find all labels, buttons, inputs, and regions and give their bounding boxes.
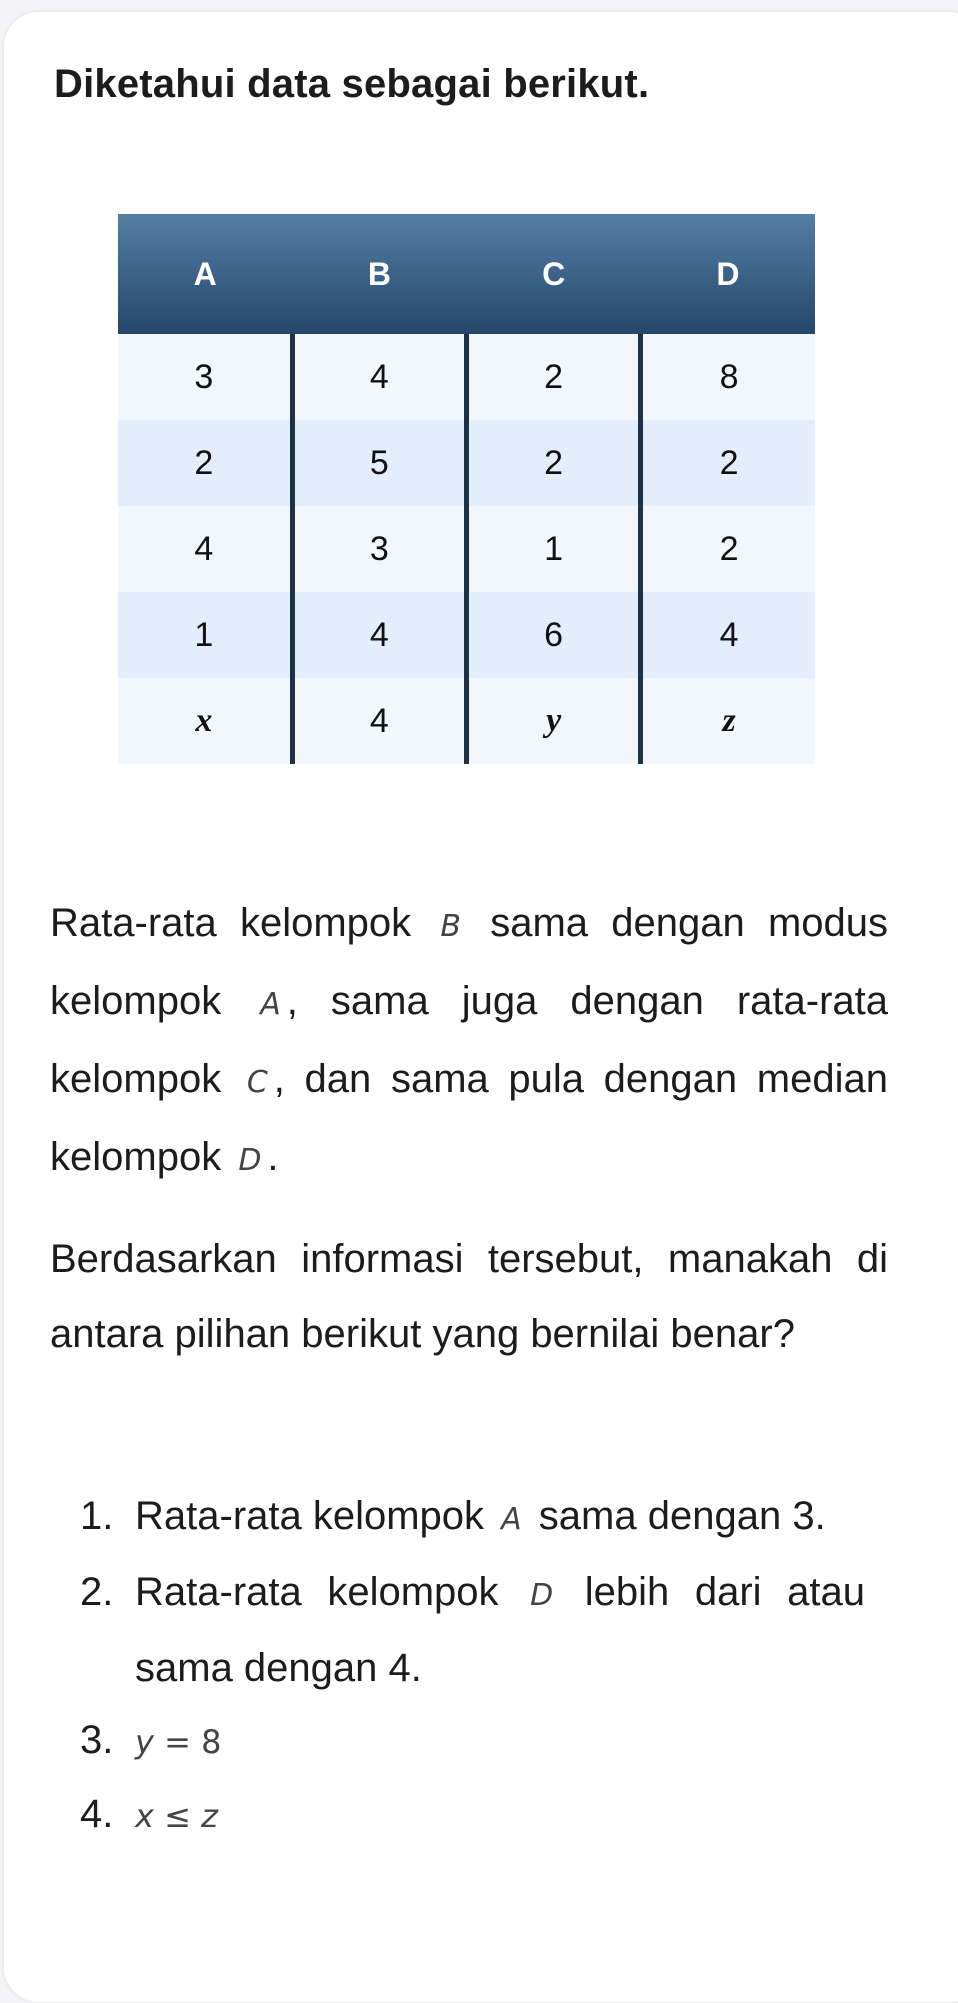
option-number: 1.: [80, 1494, 114, 1538]
table-cell: 1: [467, 506, 641, 592]
table-header-cell: D: [641, 214, 815, 334]
table-cell: 2: [118, 420, 292, 506]
option-number: 4.: [80, 1792, 114, 1836]
table-row: [118, 506, 815, 592]
table-cell: 2: [641, 420, 815, 506]
math-variable: A: [501, 1502, 522, 1537]
paragraph-text: Rata-rata kelompok: [50, 901, 435, 945]
math-variable: D: [530, 1578, 554, 1613]
paragraph-text: , dan sama pula dengan median kelompok: [50, 1057, 888, 1179]
option-text: lebih dari atau sama dengan 4.: [135, 1570, 866, 1690]
data-table: [118, 214, 815, 764]
math-variable: x: [135, 1797, 154, 1835]
table-cell: 1: [118, 592, 292, 678]
table-header-cell: C: [467, 214, 641, 334]
question-paragraph-2: Berdasarkan informasi tersebut, manakah di antara pilihan berikut yang bernilai benar?: [50, 1237, 888, 1356]
table-cell: 2: [641, 506, 815, 592]
math-operator: =: [164, 1723, 191, 1761]
table-row: [118, 420, 815, 506]
table-row: [118, 334, 815, 420]
option-number: 2.: [80, 1570, 114, 1614]
table-header-row: [118, 214, 815, 334]
math-expression: [135, 1723, 221, 1761]
data-table-container: [118, 214, 815, 764]
table-cell-variable: z: [641, 678, 815, 764]
math-operator: ≤: [164, 1797, 191, 1835]
table-cell: 4: [118, 506, 292, 592]
answer-options-list: [80, 1480, 865, 1852]
table-cell: 3: [118, 334, 292, 420]
option-text: Rata-rata kelompok: [135, 1494, 496, 1538]
table-cell: 4: [292, 678, 466, 764]
math-variable: y: [135, 1723, 154, 1761]
table-cell: 8: [641, 334, 815, 420]
math-variable: A: [260, 987, 281, 1022]
table-header-cell: B: [292, 214, 466, 334]
answer-option-3: [80, 1704, 865, 1778]
paragraph-text: .: [267, 1135, 279, 1179]
option-number: 3.: [80, 1718, 114, 1762]
math-variable: C: [246, 1065, 268, 1100]
table-cell-variable: y: [467, 678, 641, 764]
table-header-cell: A: [118, 214, 292, 334]
table-cell: 5: [292, 420, 466, 506]
math-variable: D: [238, 1143, 262, 1178]
table-cell: 4: [292, 592, 466, 678]
answer-option-2: [80, 1556, 865, 1704]
option-text: sama dengan 3.: [527, 1494, 826, 1538]
table-cell: 2: [467, 420, 641, 506]
table-row: [118, 678, 815, 764]
math-value: 8: [201, 1723, 222, 1761]
table-cell: 4: [292, 334, 466, 420]
table-cell: 4: [641, 592, 815, 678]
question-paragraph-1: [50, 886, 888, 1198]
table-cell: 6: [467, 592, 641, 678]
answer-option-1: [80, 1480, 865, 1556]
table-cell: 2: [467, 334, 641, 420]
table-cell-variable: x: [118, 678, 292, 764]
table-cell: 3: [292, 506, 466, 592]
option-text: Rata-rata kelompok: [135, 1570, 525, 1614]
math-variable: B: [440, 909, 461, 944]
math-expression: [135, 1797, 218, 1835]
question-title: Diketahui data sebagai berikut.: [54, 62, 650, 106]
paragraph-text: sama dengan modus kelompok: [50, 901, 889, 1023]
table-row: [118, 592, 815, 678]
math-variable: z: [201, 1797, 218, 1835]
paragraph-text: , sama juga dengan rata-rata kelompok: [50, 979, 889, 1101]
answer-option-4: [80, 1778, 865, 1852]
